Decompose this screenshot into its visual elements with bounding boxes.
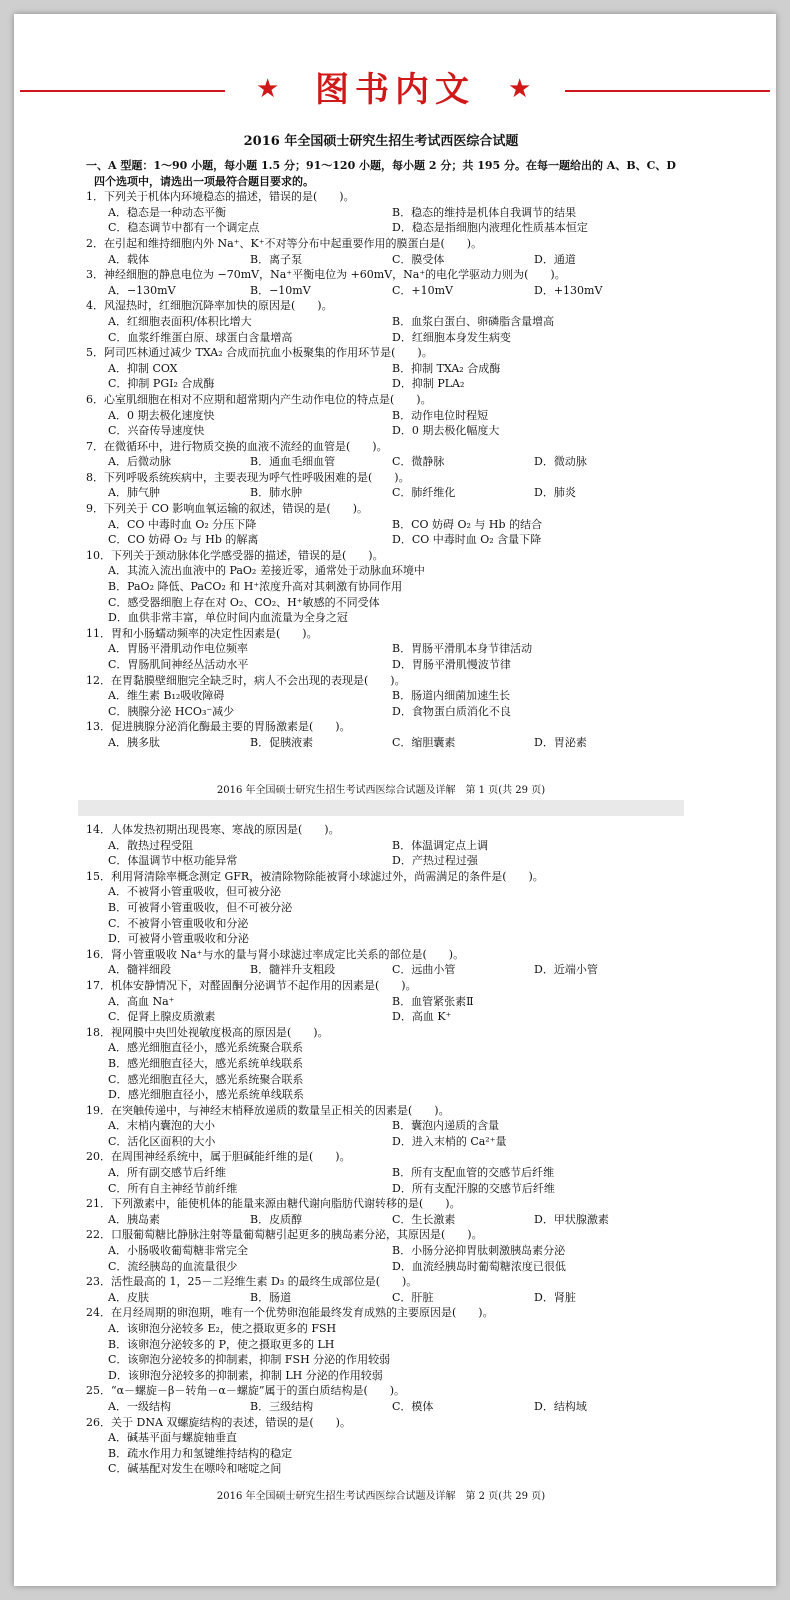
answer-option: C．胰腺分泌 HCO₃⁻减少 <box>108 704 235 718</box>
answer-option: C．流经胰岛的血流量很少 <box>108 1259 238 1273</box>
question-stem: 22．口服葡萄糖比静脉注射等量葡萄糖引起更多的胰岛素分泌，其原因是( )。 <box>86 1228 483 1242</box>
answer-option: D．该卵泡分泌较多的抑制素，抑制 LH 分泌的作用较弱 <box>108 1368 383 1382</box>
answer-option: A．所有副交感节后纤维 <box>108 1166 226 1180</box>
answer-option: A．胃肠平滑肌动作电位频率 <box>108 642 248 656</box>
answer-option: D．微动脉 <box>534 455 587 469</box>
answer-option: A．皮肤 <box>108 1290 149 1304</box>
answer-option: A．肺气肿 <box>108 486 160 500</box>
answer-option: A．髓袢细段 <box>108 963 171 977</box>
option-group <box>86 1290 676 1306</box>
answer-option: A．不被肾小管重吸收，但可被分泌 <box>108 885 281 899</box>
answer-option: B．CO 妨碍 O₂ 与 Hb 的结合 <box>392 517 543 531</box>
answer-option: D．红细胞本身发生病变 <box>392 330 511 344</box>
answer-option: D．CO 中毒时血 O₂ 含量下降 <box>392 533 542 547</box>
option-group <box>86 314 676 345</box>
answer-option: C．不被肾小管重吸收和分泌 <box>108 916 249 930</box>
answer-option: B．肺水肿 <box>250 486 303 500</box>
answer-option: B．囊泡内递质的含量 <box>392 1119 500 1133</box>
answer-option: D．高血 K⁺ <box>392 1010 452 1024</box>
answer-option: A．胰岛素 <box>108 1212 160 1226</box>
question-stem: 21．下列激素中，能使机体的能量来源由糖代谢向脂肪代谢转移的是( )。 <box>86 1197 461 1211</box>
banner-rule-left <box>20 90 225 92</box>
question-stem: 2．在引起和维持细胞内外 Na⁺、K⁺不对等分布中起重要作用的膜蛋白是( )。 <box>86 236 483 250</box>
question-stem: 19．在突触传递中，与神经末梢释放递质的数量呈正相关的因素是( )。 <box>86 1103 450 1117</box>
answer-option: B．可被肾小管重吸收，但不可被分泌 <box>108 900 293 914</box>
answer-option: D．近端小管 <box>534 963 598 977</box>
question-stem: 15．利用肾清除率概念测定 GFR，被清除物除能被肾小球滤过外，尚需满足的条件是( )。 <box>86 869 544 883</box>
question-stem: 14．人体发热初期出现畏寒、寒战的原因是( )。 <box>86 823 340 836</box>
answer-option: A．0 期去极化速度快 <box>108 408 215 422</box>
document-page-2 <box>78 816 684 1506</box>
question-stem: 1．下列关于机体内环境稳态的描述，错误的是( )。 <box>86 190 355 204</box>
answer-option: A．该卵泡分泌较多 E₂，使之摄取更多的 FSH <box>108 1322 337 1335</box>
answer-option: D．+130mV <box>534 283 603 297</box>
answer-option: A．胰多肽 <box>108 735 160 749</box>
option-group <box>86 1118 676 1149</box>
question-stem: 5．阿司匹林通过减少 TXA₂ 合成而抗血小板聚集的作用环节是( )。 <box>86 346 433 360</box>
question-stem: 11．胃和小肠蠕动频率的决定性因素是( )。 <box>86 626 318 640</box>
answer-option: C．生长激素 <box>392 1212 456 1226</box>
option-group <box>86 962 676 978</box>
answer-option: C．血浆纤维蛋白原、球蛋白含量增高 <box>108 330 293 344</box>
question-stem: 7．在微循环中，进行物质交换的血液不流经的血管是( )。 <box>86 439 388 453</box>
answer-option: B．血管紧张素Ⅱ <box>392 994 474 1008</box>
answer-option: D．血流经胰岛时葡萄糖浓度已很低 <box>392 1259 566 1273</box>
answer-option: A．−130mV <box>108 283 176 297</box>
answer-option: A．散热过程受阻 <box>108 838 193 852</box>
option-group <box>86 454 676 470</box>
option-group <box>86 1165 676 1196</box>
option-group <box>86 994 676 1025</box>
option-group <box>86 283 676 299</box>
answer-option: A．维生素 B₁₂吸收障碍 <box>108 689 225 703</box>
answer-option: C．胃肠肌间神经丛活动水平 <box>108 658 249 671</box>
question-stem: 26．关于 DNA 双螺旋结构的表述，错误的是( )。 <box>86 1415 351 1429</box>
option-group <box>86 1321 676 1383</box>
answer-option: B．髓袢升支粗段 <box>250 963 336 977</box>
option-group <box>86 252 676 268</box>
answer-option: C．抑制 PGI₂ 合成酶 <box>108 377 215 391</box>
answer-option: D．肺炎 <box>534 486 576 500</box>
answer-option: B．促胰液素 <box>250 735 314 749</box>
answer-option: A．其流入流出血液中的 PaO₂ 差接近零，通常处于动脉血环境中 <box>108 564 425 578</box>
question-stem: 24．在月经周期的卵泡期，唯有一个优势卵泡能最终发育成熟的主要原因是( )。 <box>86 1306 494 1320</box>
answer-option: B．小肠分泌抑胃肽刺激胰岛素分泌 <box>392 1244 566 1258</box>
answer-option: A．抑制 COX <box>108 361 178 375</box>
answer-option: D．通道 <box>534 252 576 266</box>
star-icon: ★ <box>508 74 532 104</box>
option-group <box>86 688 676 719</box>
answer-option: C．碱基配对发生在嘌呤和嘧啶之间 <box>108 1462 282 1476</box>
answer-option: A．红细胞表面积/体积比增大 <box>108 314 252 328</box>
answer-option: D．抑制 PLA₂ <box>392 377 465 391</box>
answer-option: D．产热过程过强 <box>392 854 478 868</box>
question-stem: 17．机体安静情况下，对醛固酮分泌调节不起作用的因素是( )。 <box>86 978 417 992</box>
answer-option: D．血供非常丰富，单位时间内血流量为全身之冠 <box>108 611 348 625</box>
question-stem: 8．下列呼吸系统疾病中，主要表现为呼气性呼吸困难的是( )。 <box>86 470 410 484</box>
answer-option: B．血浆白蛋白、卵磷脂含量增高 <box>392 314 555 328</box>
answer-option: C．膜受体 <box>392 252 445 266</box>
option-group <box>86 884 676 946</box>
answer-option: D．0 期去极化幅度大 <box>392 424 500 438</box>
question-stem: 23．活性最高的 1，25－二羟维生素 D₃ 的最终生成部位是( )。 <box>86 1275 418 1289</box>
option-group <box>86 517 676 548</box>
banner-rule-right <box>565 90 770 92</box>
answer-option: D．感光细胞直径小，感光系统单线联系 <box>108 1088 304 1102</box>
page-footer: 2016 年全国硕士研究生招生考试西医综合试题及详解 第 2 页(共 29 页) <box>216 1491 546 1502</box>
question-list <box>86 816 676 1477</box>
option-group <box>86 205 676 236</box>
answer-option: D．胃肠平滑肌慢波节律 <box>392 658 511 671</box>
option-group <box>86 1040 676 1102</box>
answer-option: B．疏水作用力和氢键维持结构的稳定 <box>108 1446 293 1460</box>
question-stem: 12．在胃黏膜壁细胞完全缺乏时，病人不会出现的表现是( )。 <box>86 673 406 687</box>
answer-option: C．肺纤维化 <box>392 486 456 500</box>
answer-option: C．肝脏 <box>392 1290 434 1304</box>
option-group <box>86 1212 676 1228</box>
question-stem: 3．神经细胞的静息电位为 −70mV，Na⁺平衡电位为 +60mV，Na⁺的电化学驱动力则为( )。 <box>86 268 566 282</box>
answer-option: B．动作电位时程短 <box>392 408 489 422</box>
answer-option: C．稳态调节中都有一个调定点 <box>108 221 260 235</box>
section-heading: 一、A 型题：1～90 小题，每小题 1.5 分；91～120 小题，每小题 2 分；共 195 分。在每一题给出的 A、B、C、D 四个选项中，请选出一项最符合题目要求的。 <box>86 159 676 188</box>
answer-option: D．可被肾小管重吸收和分泌 <box>108 932 249 946</box>
answer-option: C．所有自主神经节前纤维 <box>108 1181 238 1195</box>
banner <box>14 68 776 114</box>
answer-option: C．兴奋传导速度快 <box>108 424 205 438</box>
answer-option: B．肠道 <box>250 1290 292 1304</box>
answer-option: D．胃泌素 <box>534 735 587 749</box>
answer-option: A．后微动脉 <box>108 455 171 469</box>
answer-option: B．通血毛细血管 <box>250 455 336 469</box>
question-stem: 9．下列关于 CO 影响血氧运输的叙述，错误的是( )。 <box>86 502 369 516</box>
question-stem: 6．心室肌细胞在相对不应期和超常期内产生动作电位的特点是( )。 <box>86 392 432 406</box>
answer-option: B．离子泵 <box>250 252 303 266</box>
question-list <box>86 189 676 750</box>
question-stem: 16．肾小管重吸收 Na⁺与水的量与肾小球滤过率成定比关系的部位是( )。 <box>86 947 465 961</box>
answer-option: A．一级结构 <box>108 1399 171 1413</box>
answer-option: A．载体 <box>108 252 149 266</box>
document-page-1 <box>78 110 684 800</box>
option-group <box>86 1399 676 1415</box>
answer-option: B．皮质醇 <box>250 1212 303 1226</box>
answer-option: D．结构域 <box>534 1399 587 1413</box>
answer-option: A．稳态是一种动态平衡 <box>108 205 226 219</box>
answer-option: B．稳态的维持是机体自我调节的结果 <box>392 205 577 219</box>
answer-option: D．甲状腺激素 <box>534 1212 609 1226</box>
page-footer: 2016 年全国硕士研究生招生考试西医综合试题及详解 第 1 页(共 29 页) <box>216 785 546 796</box>
answer-option: C．CO 妨碍 O₂ 与 Hb 的解离 <box>108 533 259 547</box>
answer-option: B．抑制 TXA₂ 合成酶 <box>392 361 501 375</box>
option-group <box>86 408 676 439</box>
answer-option: C．促肾上腺皮质激素 <box>108 1010 216 1024</box>
answer-option: C．+10mV <box>392 283 454 297</box>
answer-option: D．肾脏 <box>534 1290 576 1304</box>
option-group <box>86 361 676 392</box>
answer-option: A．CO 中毒时血 O₂ 分压下降 <box>108 517 257 531</box>
answer-option: D．进入末梢的 Ca²⁺量 <box>392 1134 507 1148</box>
answer-option: C．体温调节中枢功能异常 <box>108 854 238 868</box>
answer-option: B．肠道内细菌加速生长 <box>392 689 511 703</box>
answer-option: B．感光细胞直径大，感光系统单线联系 <box>108 1056 304 1070</box>
answer-option: C．模体 <box>392 1399 434 1413</box>
question-stem: 4．风湿热时，红细胞沉降率加快的原因是( )。 <box>86 299 333 313</box>
question-stem: 20．在周围神经系统中，属于胆碱能纤维的是( )。 <box>86 1150 351 1164</box>
option-group <box>86 563 676 625</box>
answer-option: B．三级结构 <box>250 1399 314 1413</box>
question-stem: 25．“α－螺旋－β－转角－α－螺旋”属于的蛋白质结构是( )。 <box>86 1384 406 1398</box>
answer-option: B．所有支配血管的交感节后纤维 <box>392 1166 555 1180</box>
answer-option: D．食物蛋白质消化不良 <box>392 704 511 718</box>
answer-option: B．胃肠平滑肌本身节律活动 <box>392 642 533 656</box>
answer-option: D．所有支配汗腺的交感节后纤维 <box>392 1181 555 1195</box>
answer-option: C．感光细胞直径大，感光系统聚合联系 <box>108 1072 304 1086</box>
option-group <box>86 641 676 672</box>
paper-title: 2016 年全国硕士研究生招生考试西医综合试题 <box>243 134 519 149</box>
answer-option: B．−10mV <box>250 283 311 297</box>
question-stem: 10．下列关于颈动脉体化学感受器的描述，错误的是( )。 <box>86 548 384 562</box>
option-group <box>86 485 676 501</box>
answer-option: A．碱基平面与螺旋轴垂直 <box>108 1431 237 1445</box>
answer-option: C．该卵泡分泌较多的抑制素，抑制 FSH 分泌的作用较弱 <box>108 1353 391 1367</box>
banner-title: 图书内文 <box>315 70 475 110</box>
answer-option: A．高血 Na⁺ <box>108 994 175 1008</box>
answer-option: B．体温调定点上调 <box>392 838 489 852</box>
option-group <box>86 1430 676 1477</box>
option-group <box>86 1243 676 1274</box>
answer-option: C．微静脉 <box>392 455 445 469</box>
page-gap <box>78 800 684 816</box>
option-group <box>86 735 676 751</box>
answer-option: C．远曲小管 <box>392 963 456 977</box>
question-stem: 13．促进胰腺分泌消化酶最主要的胃肠激素是( )。 <box>86 720 351 734</box>
answer-option: D．稳态是指细胞内液理化性质基本恒定 <box>392 221 588 235</box>
answer-option: A．小肠吸收葡萄糖非常完全 <box>108 1244 248 1258</box>
star-icon: ★ <box>256 74 280 104</box>
answer-option: B．该卵泡分泌较多的 P，使之摄取更多的 LH <box>108 1337 335 1351</box>
answer-option: C．感受器细胞上存在对 O₂、CO₂、H⁺敏感的不同受体 <box>108 595 380 609</box>
answer-option: A．感光细胞直径小，感光系统聚合联系 <box>108 1041 303 1055</box>
option-group <box>86 838 676 869</box>
question-stem: 18．视网膜中央凹处视敏度极高的原因是( )。 <box>86 1025 329 1039</box>
answer-option: C．活化区面积的大小 <box>108 1134 216 1148</box>
answer-option: A．末梢内囊泡的大小 <box>108 1119 215 1133</box>
answer-option: C．缩胆囊素 <box>392 735 456 749</box>
answer-option: B．PaO₂ 降低、PaCO₂ 和 H⁺浓度升高对其刺激有协同作用 <box>108 580 403 594</box>
